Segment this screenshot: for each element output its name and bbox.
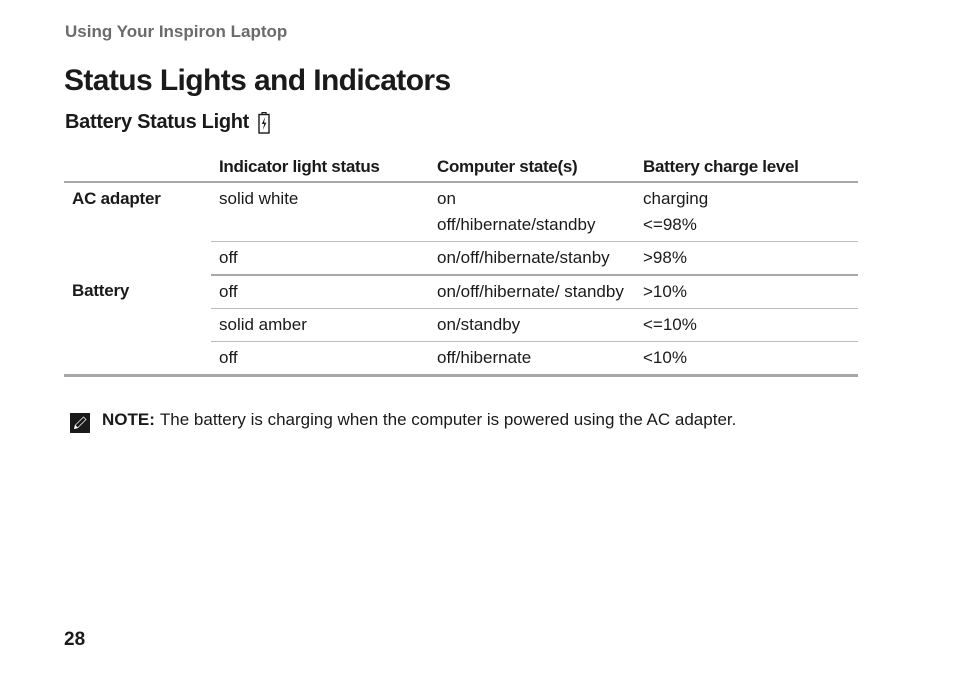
- table-row: [64, 182, 858, 242]
- column-header-computer-states: Computer state(s): [429, 152, 635, 182]
- table-row: [64, 275, 858, 309]
- cell-computer-state: on/off/hibernate/stanby: [429, 242, 635, 276]
- note-text: The battery is charging when the computer is powered using the AC adapter.: [159, 410, 737, 429]
- cell-indicator-light: solid amber: [211, 309, 429, 342]
- row-group-label-battery: Battery: [64, 275, 211, 376]
- running-head: Using Your Inspiron Laptop: [65, 22, 288, 41]
- cell-computer-state: on/standby: [429, 309, 635, 342]
- cell-indicator-light: off: [211, 275, 429, 309]
- cell-indicator-light: off: [211, 242, 429, 276]
- cell-computer-state-line: off/hibernate/standby: [437, 215, 596, 234]
- battery-charging-icon: [258, 112, 270, 134]
- cell-computer-state: off/hibernate: [429, 342, 635, 376]
- section-title-text: Battery Status Light: [65, 111, 250, 133]
- row-group-label-ac-adapter: AC adapter: [72, 189, 161, 208]
- column-header-indicator-light-status: Indicator light status: [211, 152, 429, 182]
- note-label: NOTE:: [102, 410, 155, 429]
- cell-computer-state: [429, 182, 635, 242]
- page-number: 28: [64, 629, 86, 650]
- cell-indicator-light: off: [211, 342, 429, 376]
- battery-status-table: [64, 152, 858, 377]
- table-header-row: [64, 152, 858, 182]
- cell-charge-level: >10%: [635, 275, 858, 309]
- column-header-blank: [64, 152, 211, 182]
- cell-charge-level: <10%: [635, 342, 858, 376]
- column-header-battery-charge-level: Battery charge level: [635, 152, 858, 182]
- cell-charge-level-line: charging: [643, 189, 709, 208]
- cell-computer-state-line: on: [437, 189, 456, 208]
- page-title: Status Lights and Indicators: [64, 64, 451, 97]
- cell-charge-level-line: <=98%: [643, 215, 697, 234]
- cell-charge-level: <=10%: [635, 309, 858, 342]
- cell-charge-level: [635, 182, 858, 242]
- cell-computer-state: on/off/hibernate/ standby: [429, 275, 635, 309]
- cell-indicator-light: solid white: [211, 182, 429, 242]
- cell-charge-level: >98%: [635, 242, 858, 276]
- note-pencil-icon: [70, 413, 90, 433]
- section-title: [65, 111, 270, 134]
- note: [70, 410, 736, 433]
